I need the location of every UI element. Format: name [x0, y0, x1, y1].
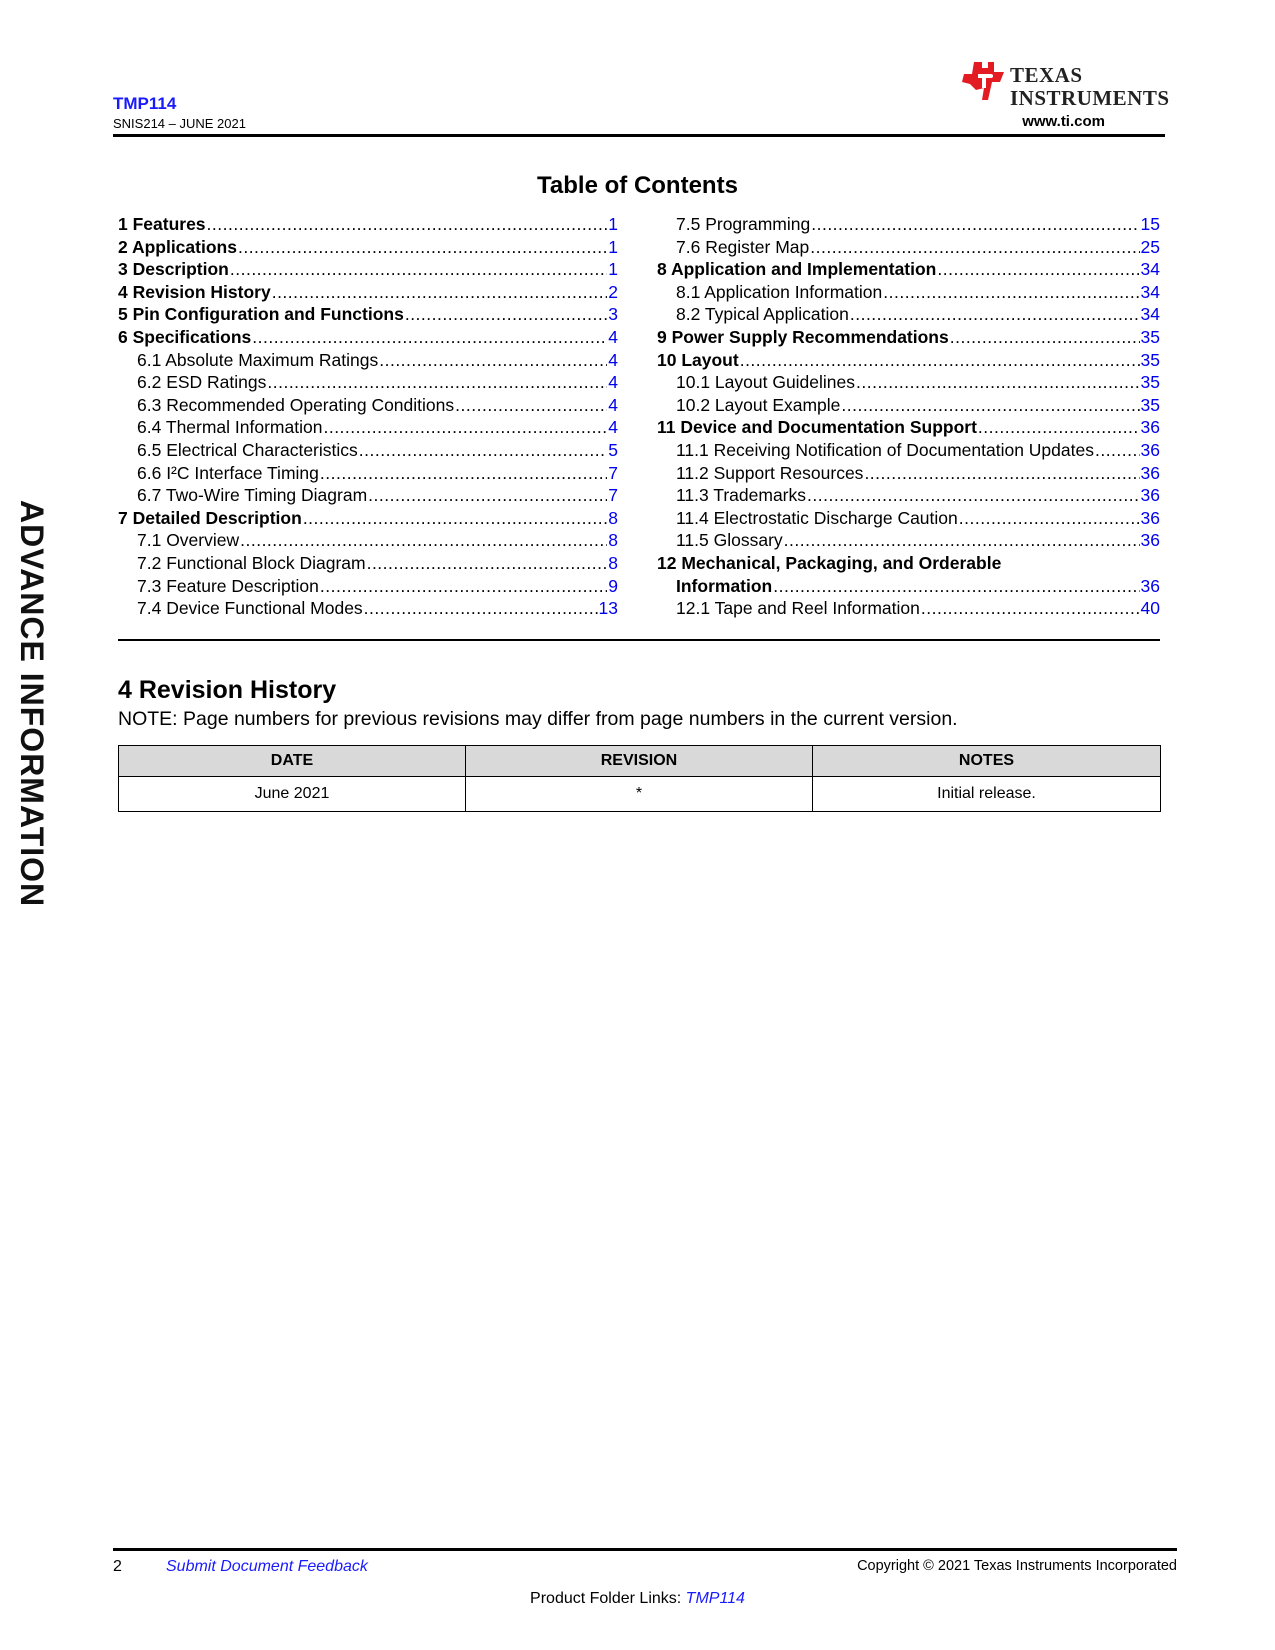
toc-leader-dots — [811, 213, 1139, 236]
toc-leader-dots — [323, 416, 607, 439]
toc-page-link[interactable]: 7 — [608, 485, 618, 506]
toc-leader-dots — [240, 529, 607, 552]
col-notes: NOTES — [812, 746, 1160, 777]
toc-title: Table of Contents — [537, 172, 738, 199]
toc-entry-label: 2 Applications — [118, 236, 237, 257]
toc-leader-dots — [740, 349, 1140, 372]
toc-entry-label: 1 Features — [118, 214, 206, 234]
toc-page-link[interactable]: 35 — [1140, 349, 1160, 370]
toc-entry[interactable] — [657, 236, 1160, 259]
toc-leader-dots — [978, 416, 1140, 439]
toc-page-link[interactable]: 36 — [1140, 417, 1160, 438]
logo-text-texas: TEXAS — [1010, 63, 1083, 87]
toc-leader-dots — [303, 507, 607, 530]
toc-entry-label: 8.1 Application Information — [676, 281, 883, 302]
footer-rule — [113, 1548, 1177, 1551]
toc-leader-dots — [921, 597, 1140, 620]
toc-entry[interactable] — [118, 552, 618, 575]
toc-entry-label: 6.4 Thermal Information — [137, 417, 323, 438]
toc-entry-label: 11.2 Support Resources — [676, 462, 864, 483]
toc-entry[interactable] — [118, 575, 618, 598]
toc-page-link[interactable]: 3 — [608, 304, 618, 325]
toc-leader-dots — [883, 281, 1139, 304]
toc-leader-dots — [950, 326, 1140, 349]
toc-leader-dots — [810, 236, 1139, 259]
toc-leader-dots — [272, 281, 608, 304]
toc-entry-label: 8.2 Typical Application — [676, 304, 849, 325]
website-link[interactable]: www.ti.com — [1022, 113, 1105, 130]
cell-notes: Initial release. — [812, 777, 1160, 812]
toc-page-link[interactable]: 40 — [1140, 598, 1160, 619]
toc-leader-dots — [864, 462, 1139, 485]
toc-leader-dots — [252, 326, 607, 349]
col-date: DATE — [119, 746, 466, 777]
toc-entry[interactable] — [657, 484, 1160, 507]
toc-entry-label: 7.2 Functional Block Diagram — [137, 552, 366, 573]
toc-page-link[interactable]: 5 — [608, 439, 618, 460]
toc-entry[interactable] — [118, 462, 618, 485]
toc-entry[interactable] — [657, 281, 1160, 304]
toc-entry[interactable] — [657, 416, 1160, 439]
toc-leader-dots — [320, 575, 607, 598]
toc-page-link[interactable]: 15 — [1140, 214, 1160, 234]
toc-entry-label: 8 Application and Implementation — [657, 259, 937, 280]
toc-leader-dots — [841, 394, 1139, 417]
toc-entry[interactable] — [118, 416, 618, 439]
toc-entry-label: 12 Mechanical, Packaging, and Orderable — [657, 552, 1002, 573]
toc-leader-dots — [379, 349, 607, 372]
ti-logo — [960, 60, 1170, 110]
revision-history-heading: 4 Revision History — [118, 676, 337, 704]
cell-revision: * — [465, 777, 812, 812]
toc-page-link[interactable]: 36 — [1140, 530, 1160, 551]
ti-logo-icon — [960, 60, 1006, 104]
doc-id: SNIS214 – JUNE 2021 — [113, 116, 246, 131]
cell-date: June 2021 — [119, 777, 466, 812]
toc-entry[interactable] — [657, 462, 1160, 485]
toc-entry[interactable] — [118, 213, 618, 236]
toc-page-link[interactable]: 8 — [608, 507, 618, 528]
toc-right-column — [657, 213, 1160, 620]
toc-entry[interactable] — [118, 597, 618, 620]
toc-page-link[interactable]: 36 — [1140, 439, 1160, 460]
toc-left-column — [118, 213, 618, 620]
toc-page-link[interactable]: 36 — [1140, 485, 1160, 506]
toc-leader-dots — [207, 213, 608, 236]
toc-entry[interactable] — [118, 439, 618, 462]
toc-page-link[interactable]: 34 — [1140, 259, 1160, 280]
toc-page-link[interactable]: 35 — [1140, 326, 1160, 347]
toc-entry[interactable] — [118, 326, 618, 349]
toc-page-link[interactable]: 36 — [1140, 575, 1160, 596]
toc-leader-dots — [856, 371, 1140, 394]
toc-page-link[interactable]: 1 — [608, 259, 618, 280]
toc-leader-dots — [455, 394, 607, 417]
toc-leader-dots — [230, 258, 607, 281]
toc-entry-label: 4 Revision History — [118, 281, 271, 302]
toc-page-link[interactable]: 9 — [608, 575, 618, 596]
revision-history-note: NOTE: Page numbers for previous revisions may differ from page numbers in the current version. — [118, 708, 958, 730]
toc-leader-dots — [405, 303, 607, 326]
toc-page-link[interactable]: 35 — [1140, 372, 1160, 393]
toc-entry[interactable] — [118, 484, 618, 507]
toc-leader-dots — [1095, 439, 1140, 462]
toc-entry[interactable] — [657, 258, 1160, 281]
toc-leader-dots — [959, 507, 1140, 530]
toc-entry-label: 6.1 Absolute Maximum Ratings — [137, 349, 379, 370]
toc-leader-dots — [364, 597, 598, 620]
toc-page-link[interactable]: 34 — [1140, 281, 1160, 302]
table-header-row — [119, 746, 1161, 777]
copyright: Copyright © 2021 Texas Instruments Incorporated — [857, 1558, 1177, 1574]
toc-leader-dots — [368, 484, 607, 507]
toc-leader-dots — [807, 484, 1140, 507]
toc-entry-label: 10 Layout — [657, 349, 739, 370]
header-rule — [113, 134, 1165, 137]
toc-entry[interactable] — [118, 303, 618, 326]
toc-page-link[interactable]: 4 — [608, 394, 618, 415]
toc-entry[interactable] — [118, 281, 618, 304]
toc-entry[interactable] — [657, 507, 1160, 530]
col-revision: REVISION — [465, 746, 812, 777]
toc-leader-dots — [773, 575, 1139, 598]
toc-page-link[interactable]: 1 — [608, 236, 618, 257]
toc-entry[interactable] — [118, 236, 618, 259]
toc-page-link[interactable]: 7 — [608, 462, 618, 483]
toc-entry-label: 6.6 I²C Interface Timing — [137, 462, 319, 483]
toc-entry-label: 11.5 Glossary — [676, 530, 783, 551]
toc-entry[interactable] — [657, 371, 1160, 394]
toc-entry[interactable] — [118, 529, 618, 552]
toc-entry-label: 6.3 Recommended Operating Conditions — [137, 394, 455, 415]
toc-entry[interactable] — [657, 575, 1160, 598]
toc-entry-label: 10.1 Layout Guidelines — [676, 372, 856, 393]
toc-leader-dots — [367, 552, 608, 575]
product-link[interactable]: TMP114 — [685, 1590, 745, 1607]
toc-entry[interactable] — [657, 349, 1160, 372]
logo-text-instruments: INSTRUMENTS — [1010, 86, 1170, 110]
product-links-label: Product Folder Links: — [530, 1590, 686, 1607]
toc-entry[interactable] — [657, 439, 1160, 462]
toc-leader-dots — [320, 462, 607, 485]
toc-entry-label: 11.4 Electrostatic Discharge Caution — [676, 507, 958, 528]
toc-page-link[interactable]: 8 — [608, 530, 618, 551]
toc-entry-label: 7.4 Device Functional Modes — [137, 598, 363, 619]
submit-feedback-link[interactable]: Submit Document Feedback — [166, 1558, 368, 1575]
toc-entry[interactable] — [657, 597, 1160, 620]
toc-entry[interactable] — [657, 213, 1160, 236]
toc-entry-label: 7.6 Register Map — [676, 236, 810, 257]
toc-entry-label: 7.1 Overview — [137, 530, 240, 551]
toc-page-link[interactable]: 4 — [608, 372, 618, 393]
toc-leader-dots — [238, 236, 607, 259]
toc-entry-label: 11.3 Trademarks — [676, 485, 807, 506]
toc-entry-label: 7.3 Feature Description — [137, 575, 319, 596]
toc-page-link[interactable]: 13 — [598, 598, 618, 619]
toc-entry[interactable] — [118, 507, 618, 530]
revision-history-table — [118, 745, 1161, 812]
toc-entry-label: 6.7 Two-Wire Timing Diagram — [137, 485, 368, 506]
toc-page-link[interactable]: 35 — [1140, 394, 1160, 415]
toc-page-link[interactable]: 36 — [1140, 462, 1160, 483]
toc-entry-label: 7 Detailed Description — [118, 507, 302, 528]
toc-entry[interactable] — [657, 303, 1160, 326]
toc-entry-label: 12.1 Tape and Reel Information — [676, 598, 920, 619]
toc-page-link[interactable]: 36 — [1140, 507, 1160, 528]
table-row — [119, 777, 1161, 812]
toc-entry-label: 6.2 ESD Ratings — [137, 372, 267, 393]
toc-entry-label: 5 Pin Configuration and Functions — [118, 304, 404, 325]
toc-entry[interactable] — [657, 529, 1160, 552]
toc-leader-dots — [267, 371, 607, 394]
toc-entry[interactable] — [657, 394, 1160, 417]
toc-entry[interactable] — [118, 394, 618, 417]
toc-rule — [118, 639, 1160, 641]
toc-entry-label: 6.5 Electrical Characteristics — [137, 439, 358, 460]
toc-page-link[interactable]: 4 — [608, 417, 618, 438]
toc-entry-label: 6 Specifications — [118, 326, 252, 347]
toc-entry[interactable] — [657, 326, 1160, 349]
toc-page-link[interactable]: 4 — [608, 326, 618, 347]
toc-leader-dots — [359, 439, 607, 462]
toc-page-link[interactable]: 2 — [608, 281, 618, 302]
page-number: 2 — [113, 1558, 122, 1575]
toc-leader-dots — [784, 529, 1140, 552]
toc-entry[interactable] — [118, 371, 618, 394]
toc-page-link[interactable]: 25 — [1140, 236, 1160, 257]
toc-entry-label: 7.5 Programming — [676, 214, 811, 234]
toc-page-link[interactable]: 8 — [608, 552, 618, 573]
watermark-text: ADVANCE INFORMATION — [14, 500, 50, 908]
toc-entry-label: 9 Power Supply Recommendations — [657, 326, 949, 347]
toc-page-link[interactable]: 1 — [608, 214, 618, 234]
toc-entry[interactable] — [118, 349, 618, 372]
toc-entry-label: 11 Device and Documentation Support — [657, 417, 977, 438]
toc-entry-label: 11.1 Receiving Notification of Documentation Updates — [676, 439, 1094, 460]
toc-leader-dots — [937, 258, 1139, 281]
toc-page-link[interactable]: 34 — [1140, 304, 1160, 325]
toc-entry[interactable] — [657, 552, 1160, 575]
toc-entry[interactable] — [118, 258, 618, 281]
toc-page-link[interactable]: 4 — [608, 349, 618, 370]
toc-entry-label: 3 Description — [118, 259, 229, 280]
part-number[interactable]: TMP114 — [113, 94, 177, 113]
advance-information-watermark — [10, 500, 50, 960]
toc-entry-label: Information — [676, 575, 773, 596]
toc-leader-dots — [850, 303, 1140, 326]
toc-entry-label: 10.2 Layout Example — [676, 394, 841, 415]
product-folder-links — [0, 1590, 1275, 1608]
